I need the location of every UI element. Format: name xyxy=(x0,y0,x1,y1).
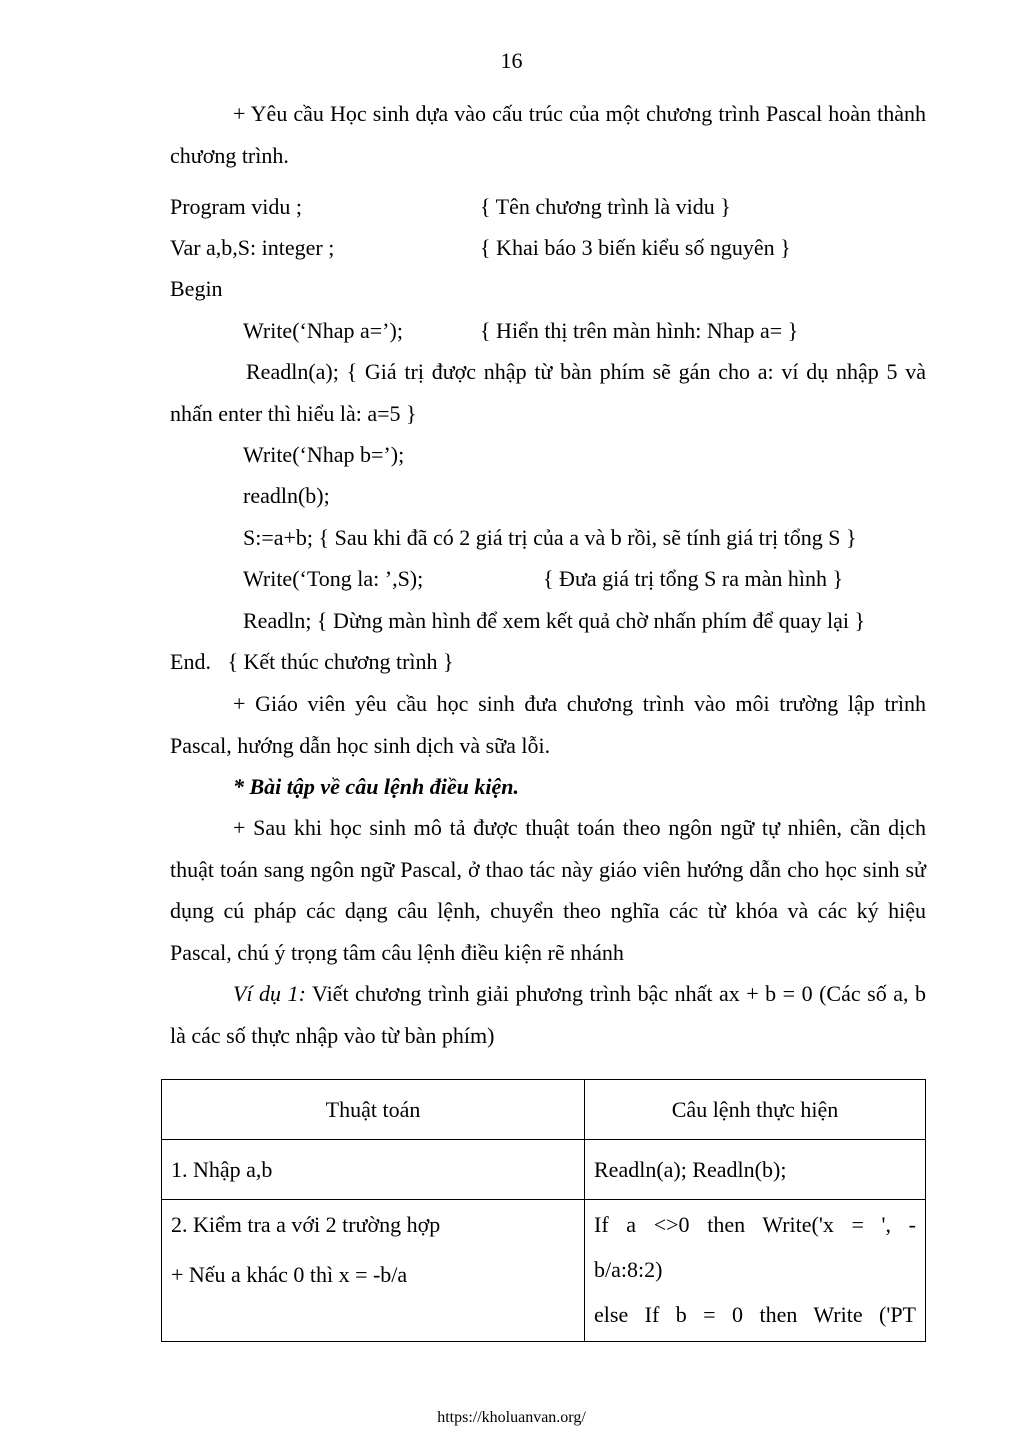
table-row xyxy=(162,1140,926,1200)
table-cell: Readln(a); Readln(b); xyxy=(585,1140,926,1200)
table-header-algorithm: Thuật toán xyxy=(162,1080,585,1140)
algorithm-table xyxy=(161,1079,926,1342)
code-write-s-comment: { Đưa giá trị tổng S ra màn hình } xyxy=(543,566,844,591)
table-header-row xyxy=(162,1080,926,1140)
footer-url: https://kholuanvan.org/ xyxy=(437,1409,586,1426)
code-begin: Begin xyxy=(170,276,223,301)
table-row xyxy=(162,1200,926,1342)
cell-line: + Nếu a khác 0 thì x = -b/a xyxy=(171,1262,408,1287)
code-write-a: Write(‘Nhap a=’); xyxy=(243,318,403,343)
teacher-paragraph: + Giáo viên yêu cầu học sinh đưa chương trình vào môi trường lập trình Pascal, hướng dẫn học sinh dịch và sữa lỗi. xyxy=(170,691,926,758)
example-label: Ví dụ 1: xyxy=(233,981,306,1006)
code-readln-end: Readln; { Dừng màn hình để xem kết quả chờ nhấn phím để quay lại } xyxy=(243,608,866,633)
code-program-comment: { Tên chương trình là vidu } xyxy=(480,194,731,219)
example-text: Viết chương trình giải phương trình bậc nhất ax + b = 0 (Các số a, b là các số thực nhập vào từ bàn phím) xyxy=(170,981,926,1048)
code-sum: S:=a+b; { Sau khi đã có 2 giá trị của a và b rồi, sẽ tính giá trị tổng S } xyxy=(243,525,857,550)
example-paragraph xyxy=(170,973,926,1056)
code-var-comment: { Khai báo 3 biến kiểu số nguyên } xyxy=(480,235,791,260)
table-header-statement: Câu lệnh thực hiện xyxy=(585,1080,926,1140)
code-write-a-comment: { Hiển thị trên màn hình: Nhap a= } xyxy=(480,318,799,343)
code-end: End. { Kết thúc chương trình } xyxy=(170,649,454,674)
section-heading: * Bài tập về câu lệnh điều kiện. xyxy=(233,774,519,799)
code-var: Var a,b,S: integer ; xyxy=(170,235,335,260)
code-readln-b: readln(b); xyxy=(243,483,330,508)
cell-line: 2. Kiểm tra a với 2 trường hợp xyxy=(171,1212,441,1237)
code-write-b: Write(‘Nhap b=’); xyxy=(243,442,405,467)
intro-paragraph: + Yêu cầu Học sinh dựa vào cấu trúc của một chương trình Pascal hoàn thành chương trình. xyxy=(170,101,926,168)
page-number: 16 xyxy=(500,48,523,73)
cell-line: else If b = 0 then Write ('PT xyxy=(594,1302,916,1327)
code-program: Program vidu ; xyxy=(170,194,302,219)
cell-line: If a <>0 then Write('x = ', - xyxy=(594,1212,916,1237)
code-write-s: Write(‘Tong la: ’,S); xyxy=(243,566,424,591)
table-cell xyxy=(162,1200,585,1342)
code-readln-a: Readln(a); { Giá trị được nhập từ bàn phím sẽ gán cho a: ví dụ nhập 5 và nhấn enter thì hiểu là: a=5 } xyxy=(170,359,926,426)
cell-line: b/a:8:2) xyxy=(594,1257,663,1282)
table-cell: 1. Nhập a,b xyxy=(162,1140,585,1200)
explanation-paragraph: + Sau khi học sinh mô tả được thuật toán theo ngôn ngữ tự nhiên, cần dịch thuật toán sang ngôn ngữ Pascal, ở thao tác này giáo viên hướng dẫn cho học sinh sử dụng cú pháp các dạng câu lệnh, chuyển theo nghĩa các từ khóa và các ký hiệu Pascal, chú ý trọng tâm câu lệnh điều kiện rẽ nhánh xyxy=(170,815,926,965)
table-cell xyxy=(585,1200,926,1342)
